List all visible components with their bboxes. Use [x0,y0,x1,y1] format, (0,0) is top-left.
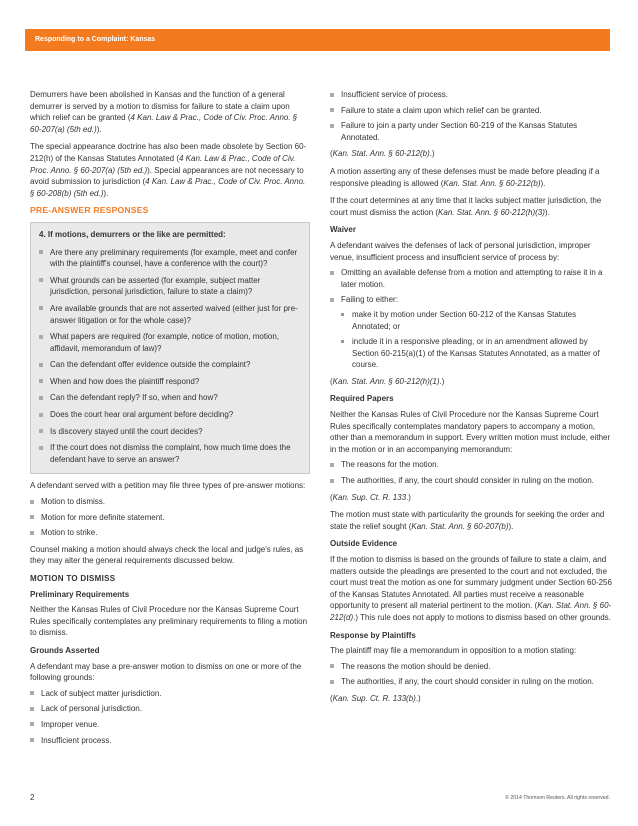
checklist-item: Are there any preliminary requirements (for example, meet and confer with the plaintiff's counsel, have a conference with the court)? [39,247,301,270]
waiver-list [330,267,612,371]
list-item: Omitting an available defense from a motion and attempting to raise it in a later motion. [330,267,612,290]
list-item: Motion to dismiss. [30,496,310,508]
right-column [330,89,612,711]
paragraph-assert-defenses: A motion asserting any of these defenses must be made before pleading if a responsive pleading is allowed (Kan. Stat. Ann. § 60-212(b)). [330,166,600,188]
citation: (Kan. Sup. Ct. R. 133(b).) [330,693,421,703]
waiver-sublist [341,309,612,371]
paragraph-particularity: The motion must state with particularity the grounds for seeking the order and state the relief sought (Kan. Stat. Ann. § 60-207(b)). [330,510,605,531]
document-header-bar [25,29,610,51]
response-by-plaintiffs-heading: Response by Plaintiffs [330,630,416,640]
paragraph-lacks-jurisdiction: If the court determines at any time that it lacks subject matter jurisdiction, the court must dismiss the action (Kan. Stat. Ann. § 60-212(h)(3)). [330,196,602,217]
grounds-list-continued [330,89,612,143]
required-papers-heading: Required Papers [330,394,394,404]
paragraph-preliminary: Neither the Kansas Rules of Civil Procedure nor the Kansas Supreme Court Rules specifically contemplates any preliminary requirements to filing a motion to dismiss. [30,605,308,638]
grounds-asserted-heading: Grounds Asserted [30,645,100,655]
checklist-box [30,222,310,475]
checklist-item: What papers are required (for example, notice of motion, motion, affidavit, memorandum of law)? [39,331,301,354]
checklist-item: Can the defendant offer evidence outside the complaint? [39,359,301,371]
sublist-item: include it in a responsive pleading, or in an amendment allowed by Section 60-215(a)(1) of the Kansas Statutes Annotated, as a matter of course. [341,336,612,371]
checklist [39,247,301,466]
paragraph-waiver: A defendant waives the defenses of lack of personal jurisdiction, improper venue, insufficient process and insufficient service of process by: [330,240,591,262]
checklist-item: Does the court hear oral argument before deciding? [39,409,301,421]
preliminary-requirements-heading: Preliminary Requirements [30,589,130,599]
citation: (Kan. Stat. Ann. § 60-212(b).) [330,149,435,159]
list-item: Insufficient service of process. [330,89,612,101]
paragraph-three-types: A defendant served with a petition may file three types of pre-answer motions: [30,481,306,491]
paragraph-response: The plaintiff may file a memorandum in opposition to a motion stating: [330,646,577,656]
checklist-item: Are available grounds that are not asserted waived (either just for pre-answer litigation or for the whole case)? [39,303,301,326]
list-item: Improper venue. [30,719,310,731]
list-item: Lack of subject matter jurisdiction. [30,688,310,700]
checklist-item: Is discovery stayed until the court decides? [39,426,301,438]
list-item: Motion to strike. [30,527,310,539]
response-list [330,661,612,688]
copyright-notice: © 2014 Thomson Reuters. All rights reserved. [505,795,610,801]
citation: (Kan. Stat. Ann. § 60-212(h)(1).) [330,376,445,386]
checklist-title: 4. If motions, demurrers or the like are permitted: [39,229,226,239]
list-item: Failing to either: make it by motion under Section 60-212 of the Kansas Statutes Annotated; or include it in a responsive pleading, or in an amendment allowed by Section 60-215(a)(1) of the Kansas Statutes Annotated, as a matter of course. [330,294,612,371]
list-item: The reasons for the motion. [330,459,612,471]
motion-to-dismiss-heading: MOTION TO DISMISS [30,574,116,583]
pre-answer-heading: PRE-ANSWER RESPONSES [30,205,149,216]
outside-evidence-heading: Outside Evidence [330,539,398,549]
paragraph-local-rules: Counsel making a motion should always check the local and judge's rules, as they may alter the general requirements discussed below. [30,544,304,566]
left-column [30,89,310,751]
checklist-item: If the court does not dismiss the complaint, how much time does the defendant have to serve an answer? [39,442,301,465]
list-item: The authorities, if any, the court should consider in ruling on the motion. [330,676,612,688]
grounds-list [30,688,310,746]
waiver-heading: Waiver [330,225,356,235]
paragraph-required-papers: Neither the Kansas Rules of Civil Procedure nor the Kansas Supreme Court Rules specifically contemplates mandatory papers to accompany a motion, other than a memorandum in support. Every written motion must include, either in the motion or in an accompanying memorandum: [330,410,611,454]
sublist-item: make it by motion under Section 60-212 of the Kansas Statutes Annotated; or [341,309,612,332]
list-item: The reasons the motion should be denied. [330,661,612,673]
motions-list [30,496,310,539]
checklist-item: When and how does the plaintiff respond? [39,376,301,388]
page-number: 2 [30,793,35,802]
header-title: Responding to a Complaint: Kansas [35,36,156,43]
list-item: Lack of personal jurisdiction. [30,703,310,715]
paragraph-demurrers: Demurrers have been abolished in Kansas and the function of a general demurrer is served by a motion to dismiss for failure to state a claim upon which relief can be granted (4 Kan. Law & Prac., Code of Civ. Proc. Anno. § 60-207(a) (5th ed.)). [30,90,298,134]
list-item: Failure to join a party under Section 60-219 of the Kansas Statutes Annotated. [330,120,612,143]
citation: (Kan. Sup. Ct. R. 133.) [330,492,411,502]
list-item: Insufficient process. [30,735,310,747]
checklist-item: What grounds can be asserted (for example, subject matter jurisdiction, personal jurisdiction, failure to state a claim)? [39,275,301,298]
list-item: Motion for more definite statement. [30,512,310,524]
paragraph-grounds: A defendant may base a pre-answer motion to dismiss on one or more of the following grounds: [30,661,302,683]
checklist-item: Can the defendant reply? If so, when and how? [39,392,301,404]
list-item: The authorities, if any, the court should consider in ruling on the motion. [330,475,612,487]
list-item: Failure to state a claim upon which relief can be granted. [330,105,612,117]
paragraph-outside-evidence: If the motion to dismiss is based on the grounds of failure to state a claim, and matters outside the pleadings are presented to the court and not excluded, the court must treat the motion as one for summary judgment under Section 60-256 of the Kansas Statutes Annotated. All parties must receive a reasonable opportunity to present all material pertinent to the motion. (Kan. Stat. Ann. § 60-212(d).) This rule does not apply to motions to dismiss based on other grounds. [330,555,612,622]
paragraph-special-appearance: The special appearance doctrine has also been made obsolete by Section 60-212(h) of the Kansas Statutes Annotated (4 Kan. Law & Prac., Code of Civ. Proc. Anno. § 60-207(a) (5th ed.)). Special appearances are not necessary to avoid submission to jurisdiction (4 Kan. Law & Prac., Code of Civ. Proc. Anno. § 60-208(b) (5th ed.)). [30,142,307,198]
papers-list [330,459,612,486]
